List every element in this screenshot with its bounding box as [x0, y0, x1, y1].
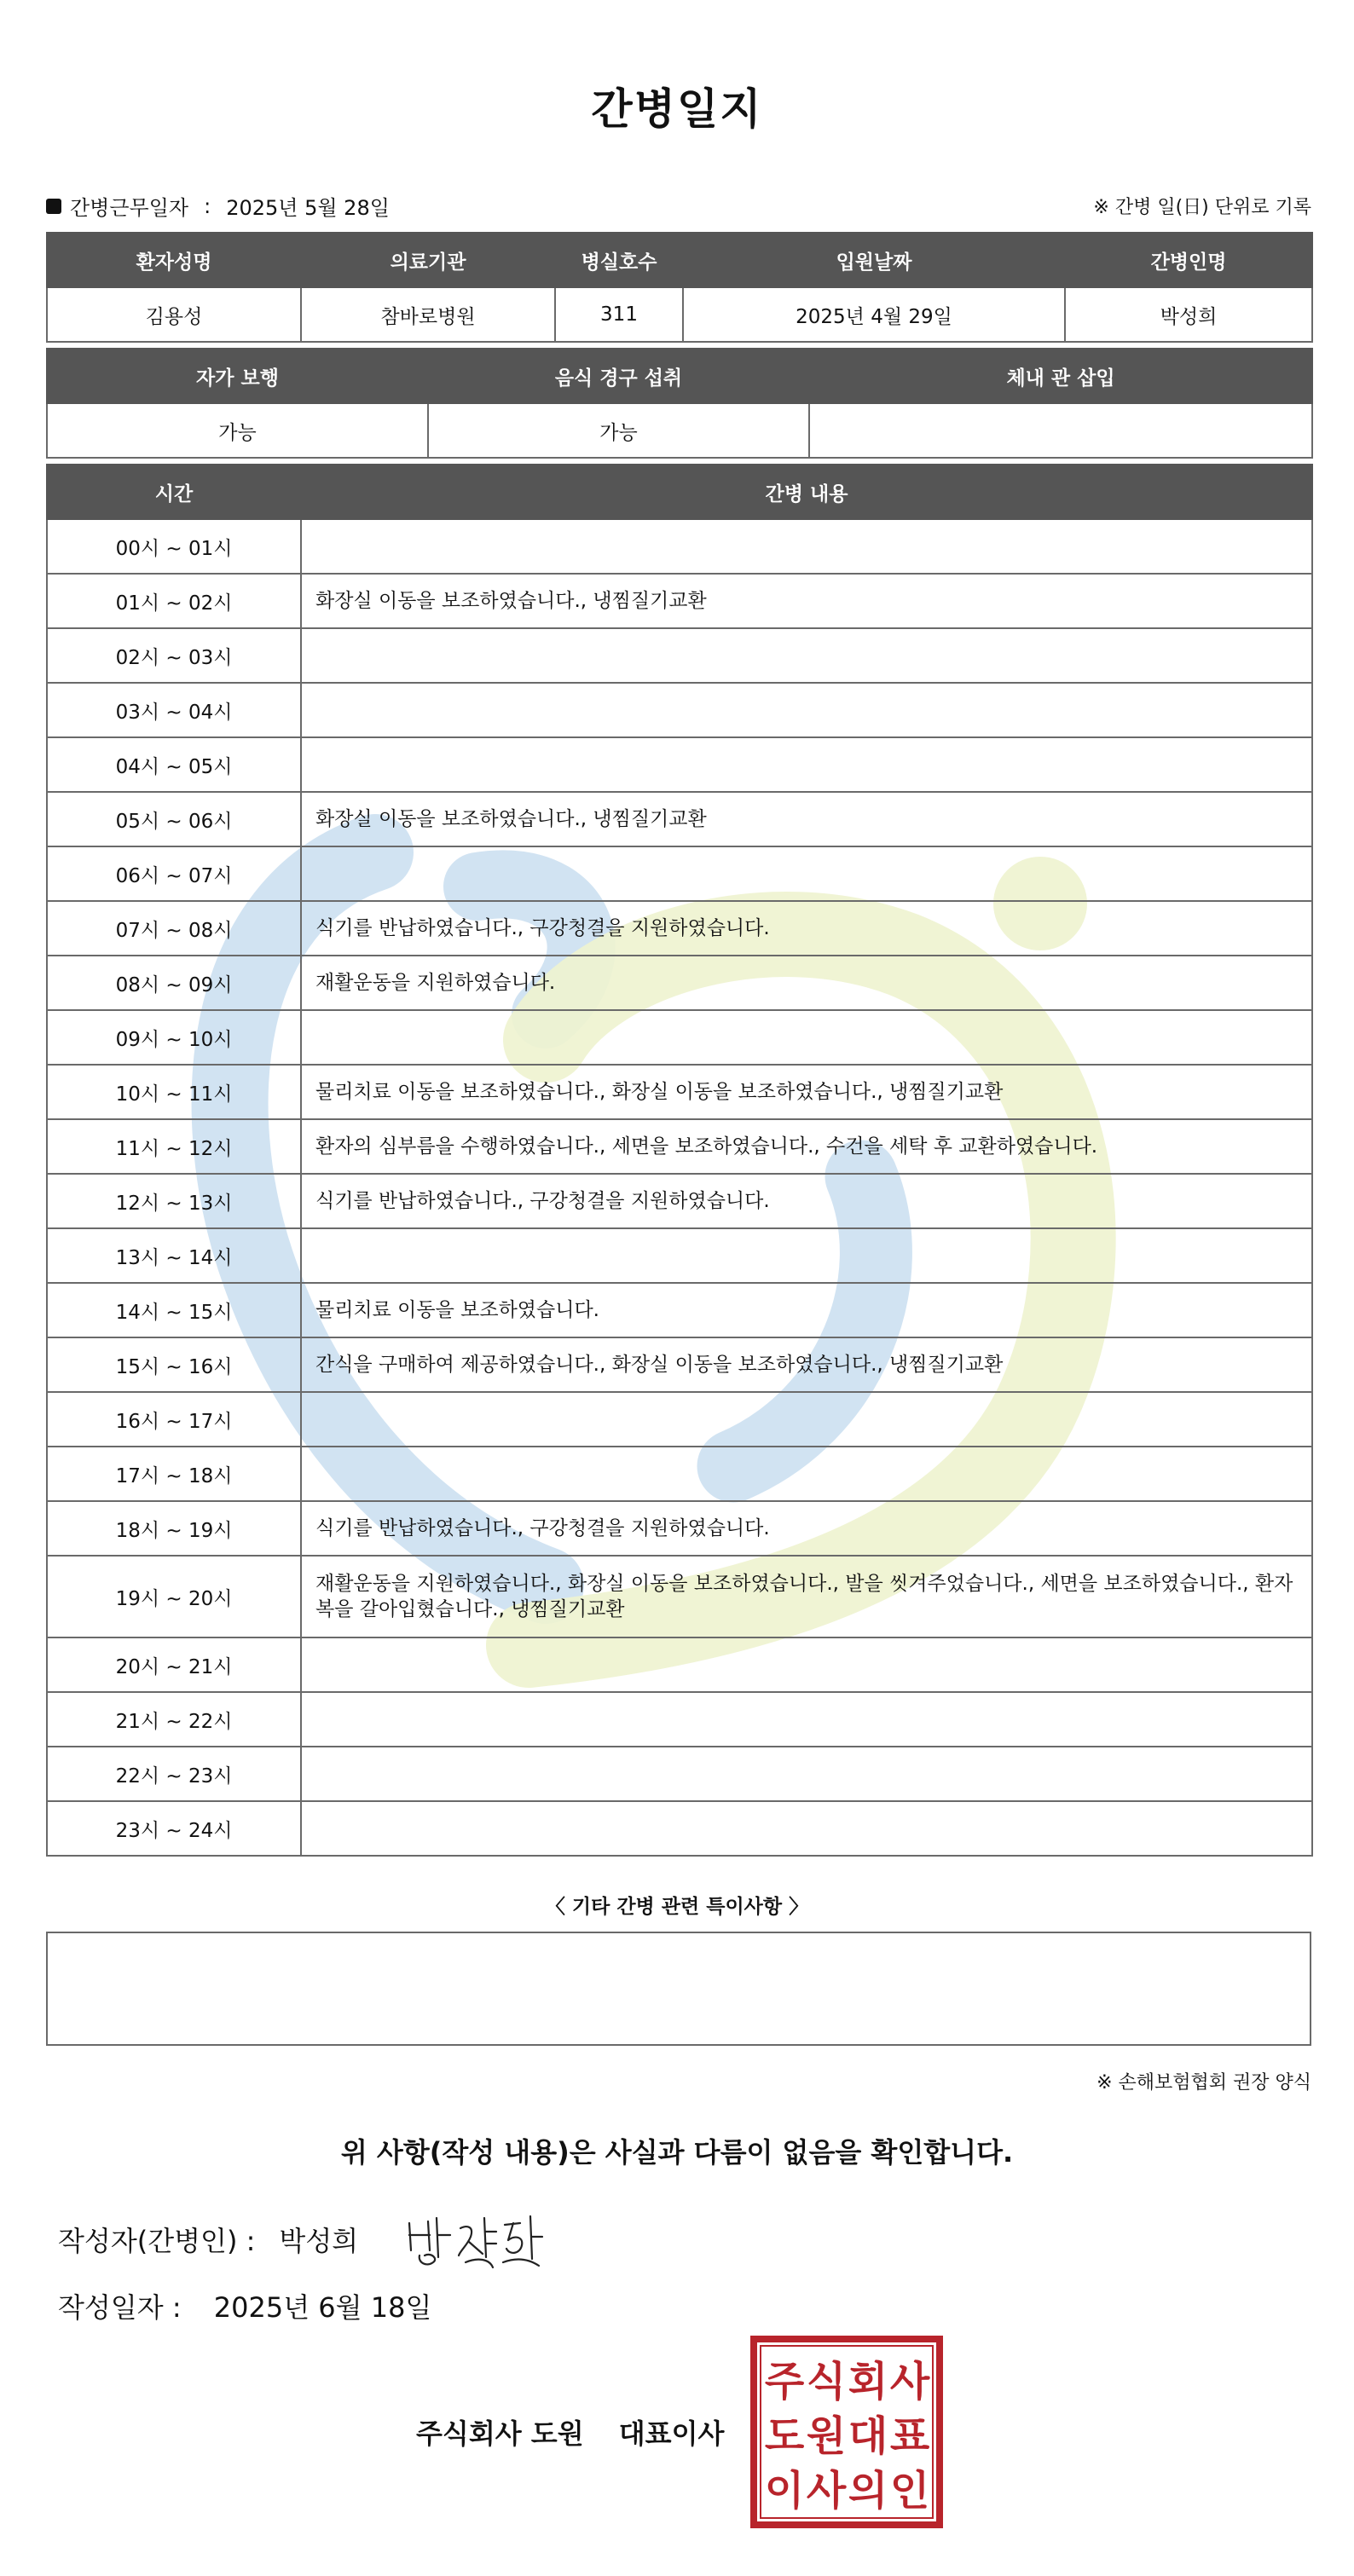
care-log-time: 16시 ~ 17시 [47, 1392, 301, 1447]
care-log-content: 재활운동을 지원하였습니다. [301, 956, 1312, 1010]
care-log-content: 화장실 이동을 보조하였습니다., 냉찜질기교환 [301, 574, 1312, 628]
care-log-header-row [47, 465, 1312, 519]
care-log-row [47, 1556, 1312, 1637]
value-self-walking: 가능 [47, 403, 428, 458]
seal-character: 원 [806, 2412, 847, 2460]
care-log-content [301, 519, 1312, 574]
written-date-label: 작성일자 : [58, 2291, 182, 2324]
care-log-time: 13시 ~ 14시 [47, 1228, 301, 1283]
seal-character: 식 [806, 2358, 847, 2406]
care-log-content: 식기를 반납하였습니다., 구강청결을 지원하였습니다. [301, 1174, 1312, 1228]
care-log-content: 식기를 반납하였습니다., 구강청결을 지원하였습니다. [301, 901, 1312, 956]
special-notes-title: 〈 기타 간병 관련 특이사항 〉 [545, 1896, 809, 1918]
header-tube-insertion: 체내 관 삽입 [809, 349, 1312, 403]
patient-status-value-row [47, 403, 1312, 458]
care-log-row [47, 574, 1312, 628]
care-log-time: 02시 ~ 03시 [47, 628, 301, 683]
care-log-time: 22시 ~ 23시 [47, 1747, 301, 1801]
care-log-row [47, 519, 1312, 574]
care-log-content: 환자의 심부름을 수행하였습니다., 세면을 보조하였습니다., 수건을 세탁 후 교환하였습니다. [301, 1119, 1312, 1174]
header-care-content: 간병 내용 [301, 465, 1312, 519]
company-role: 대표이사 [618, 2417, 725, 2450]
care-log-row [47, 1337, 1312, 1392]
special-notes-box [46, 1932, 1311, 2046]
seal-character: 도 [764, 2412, 805, 2460]
care-log-time: 19시 ~ 20시 [47, 1556, 301, 1637]
care-log-content: 재활운동을 지원하였습니다., 화장실 이동을 보조하였습니다., 발을 씻겨주었습니다., 세면을 보조하였습니다., 환자복을 갈아입혔습니다., 냉찜질기교환 [301, 1556, 1312, 1637]
confirmation-statement: 위 사항(작성 내용)은 사실과 다름이 없음을 확인합니다. [340, 2136, 1014, 2169]
header-oral-intake: 음식 경구 섭취 [428, 349, 809, 403]
care-log-time: 05시 ~ 06시 [47, 792, 301, 846]
value-caregiver-name: 박성희 [1065, 287, 1312, 342]
seal-character: 사 [806, 2467, 847, 2515]
care-log-time: 14시 ~ 15시 [47, 1283, 301, 1337]
care-log-row [47, 1228, 1312, 1283]
patient-status-table [46, 348, 1313, 459]
care-log-row [47, 1065, 1312, 1119]
care-log-row [47, 1692, 1312, 1747]
seal-character: 대 [848, 2412, 888, 2460]
company-name: 주식회사 도원 [416, 2417, 584, 2450]
value-tube-insertion [809, 403, 1312, 458]
care-log-content [301, 1228, 1312, 1283]
care-log-content [301, 1692, 1312, 1747]
care-log-content [301, 1010, 1312, 1065]
care-log-row [47, 1747, 1312, 1801]
header-caregiver-name: 간병인명 [1065, 233, 1312, 287]
care-log-time: 06시 ~ 07시 [47, 846, 301, 901]
seal-character: 이 [764, 2467, 805, 2515]
company-seal-stamp [750, 2336, 943, 2528]
care-log-time: 23시 ~ 24시 [47, 1801, 301, 1856]
company-signature-line [416, 2412, 724, 2452]
care-log-content [301, 846, 1312, 901]
care-log-body [47, 519, 1312, 1856]
care-log-row [47, 628, 1312, 683]
value-room-number: 311 [555, 287, 683, 342]
header-patient-name: 환자성명 [47, 233, 301, 287]
care-log-row [47, 1010, 1312, 1065]
care-log-time: 11시 ~ 12시 [47, 1119, 301, 1174]
care-log-row [47, 1447, 1312, 1501]
care-log-time: 10시 ~ 11시 [47, 1065, 301, 1119]
care-log-time: 09시 ~ 10시 [47, 1010, 301, 1065]
patient-info-table [46, 232, 1313, 343]
care-log-content [301, 1637, 1312, 1692]
value-admission-date: 2025년 4월 29일 [683, 287, 1065, 342]
page-title: 간병일지 [591, 84, 763, 134]
care-log-content [301, 628, 1312, 683]
care-log-content [301, 683, 1312, 737]
seal-character: 회 [848, 2358, 888, 2406]
unit-note: ※ 간병 일(日) 단위로 기록 [1093, 197, 1311, 218]
header-admission-date: 입원날짜 [683, 233, 1065, 287]
care-log-time: 08시 ~ 09시 [47, 956, 301, 1010]
care-log-time: 00시 ~ 01시 [47, 519, 301, 574]
care-log-content [301, 1392, 1312, 1447]
care-log-row [47, 956, 1312, 1010]
care-log-time: 01시 ~ 02시 [47, 574, 301, 628]
header-self-walking: 자가 보행 [47, 349, 428, 403]
care-log-row [47, 1174, 1312, 1228]
care-log-row [47, 737, 1312, 792]
care-log-content [301, 737, 1312, 792]
work-date-separator: : [204, 193, 211, 218]
work-date [46, 191, 390, 221]
header-room-number: 병실호수 [555, 233, 683, 287]
care-log-time: 15시 ~ 16시 [47, 1337, 301, 1392]
care-log-row [47, 1801, 1312, 1856]
writer-label: 작성자(간병인) : [58, 2225, 256, 2257]
meta-row [46, 188, 1311, 222]
written-date-value: 2025년 6월 18일 [213, 2291, 432, 2324]
seal-character: 인 [889, 2467, 930, 2515]
seal-character: 사 [889, 2358, 930, 2406]
care-log-row [47, 792, 1312, 846]
care-log-row [47, 1283, 1312, 1337]
work-date-label: 간병근무일자 [70, 196, 189, 220]
header-time: 시간 [47, 465, 301, 519]
care-log-table [46, 464, 1313, 1857]
care-log-row [47, 846, 1312, 901]
care-log-time: 03시 ~ 04시 [47, 683, 301, 737]
writer-name: 박성희 [279, 2225, 359, 2257]
care-log-time: 20시 ~ 21시 [47, 1637, 301, 1692]
care-log-row [47, 1119, 1312, 1174]
care-log-time: 21시 ~ 22시 [47, 1692, 301, 1747]
care-log-row [47, 683, 1312, 737]
care-log-time: 18시 ~ 19시 [47, 1501, 301, 1556]
recommended-form-note: ※ 손해보험협회 권장 양식 [1097, 2072, 1311, 2094]
seal-character: 의 [848, 2467, 888, 2515]
care-log-time: 07시 ~ 08시 [47, 901, 301, 956]
value-patient-name: 김용성 [47, 287, 301, 342]
care-log-time: 12시 ~ 13시 [47, 1174, 301, 1228]
care-log-time: 04시 ~ 05시 [47, 737, 301, 792]
care-log-row [47, 1392, 1312, 1447]
care-log-content: 물리치료 이동을 보조하였습니다., 화장실 이동을 보조하였습니다., 냉찜질기교환 [301, 1065, 1312, 1119]
patient-info-header-row [47, 233, 1312, 287]
value-hospital: 참바로병원 [301, 287, 555, 342]
patient-status-header-row [47, 349, 1312, 403]
seal-character: 표 [889, 2412, 930, 2460]
care-log-content: 물리치료 이동을 보조하였습니다. [301, 1283, 1312, 1337]
writer-row [58, 2220, 358, 2259]
care-log-content: 식기를 반납하였습니다., 구강청결을 지원하였습니다. [301, 1501, 1312, 1556]
header-hospital: 의료기관 [301, 233, 555, 287]
care-log-content: 간식을 구매하여 제공하였습니다., 화장실 이동을 보조하였습니다., 냉찜질기교환 [301, 1337, 1312, 1392]
care-log-row [47, 901, 1312, 956]
care-log-content: 화장실 이동을 보조하였습니다., 냉찜질기교환 [301, 792, 1312, 846]
care-log-row [47, 1501, 1312, 1556]
care-log-time: 17시 ~ 18시 [47, 1447, 301, 1501]
patient-info-value-row [47, 287, 1312, 342]
seal-character: 주 [764, 2358, 805, 2406]
work-date-value: 2025년 5월 28일 [226, 196, 390, 220]
care-log-content [301, 1447, 1312, 1501]
value-oral-intake: 가능 [428, 403, 809, 458]
square-bullet-icon [46, 199, 61, 214]
care-log-row [47, 1637, 1312, 1692]
signature-image [401, 2206, 554, 2274]
care-log-content [301, 1747, 1312, 1801]
written-date-row [58, 2286, 431, 2325]
care-log-content [301, 1801, 1312, 1856]
